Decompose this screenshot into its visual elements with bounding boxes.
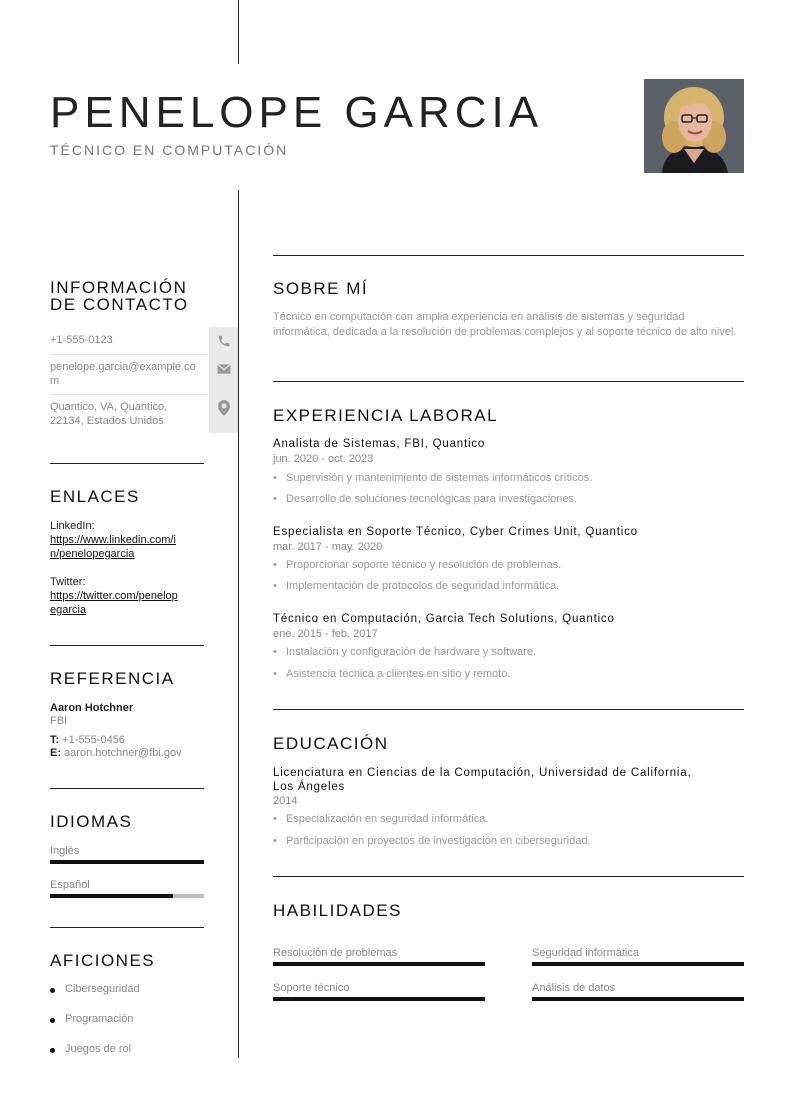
language-name: Inglés [50, 845, 80, 857]
language-bar-fill [50, 860, 204, 864]
section-divider [273, 381, 744, 382]
languages-heading: IDIOMAS [50, 812, 133, 831]
reference-email: E: aaron.hotchner@fbi.gov [50, 747, 182, 759]
email-icon [217, 362, 231, 380]
bullet-dot [50, 1048, 55, 1053]
hobby-item: Ciberseguridad [65, 983, 140, 995]
job-bullet: • Supervisión y mantenimiento de sistemas informáticos críticos. [286, 472, 592, 484]
education-bullet: • Participación en proyectos de investigación en ciberseguridad. [286, 835, 591, 847]
language-bar-fill [50, 894, 173, 898]
skill-name: Resolución de problemas [273, 947, 398, 959]
skills-heading: HABILIDADES [273, 901, 402, 920]
section-divider [273, 876, 744, 877]
phone-text[interactable]: +1-555-0123 [50, 334, 113, 346]
location-icon [218, 400, 230, 421]
hobby-item: Juegos de rol [65, 1043, 132, 1055]
job-title: Técnico en Computación, Garcia Tech Solutions, Quantico [273, 613, 615, 625]
top-divider-line [238, 0, 239, 64]
bullet-dot [50, 1018, 55, 1023]
skill-name: Seguridad informática [532, 947, 640, 959]
section-divider [273, 255, 744, 256]
contact-separator [50, 354, 208, 355]
education-heading: EDUCACIÓN [273, 734, 389, 753]
linkedin-label: LinkedIn: [50, 520, 95, 532]
section-divider [273, 709, 744, 710]
education-bullet: • Especialización en seguridad informática. [286, 813, 488, 825]
column-divider-line [238, 190, 239, 1058]
twitter-label: Twitter: [50, 576, 86, 588]
twitter-link[interactable]: https://twitter.com/penelop egarcia [50, 590, 178, 616]
hobby-item: Programación [65, 1013, 134, 1025]
reference-heading: REFERENCIA [50, 669, 175, 688]
job-bullet: • Instalación y configuración de hardware y software. [286, 646, 536, 658]
candidate-title: TÉCNICO EN COMPUTACIÓN [50, 142, 289, 158]
job-bullet: • Proporcionar soporte técnico y resolución de problemas. [286, 559, 561, 571]
section-divider [50, 463, 204, 464]
contact-heading: INFORMACIÓN DE CONTACTO [50, 278, 189, 314]
job-bullet: • Desarrollo de soluciones tecnológicas para investigaciones. [286, 493, 577, 505]
job-dates: jun. 2020 - oct. 2023 [273, 453, 374, 465]
bullet-dot [50, 988, 55, 993]
skill-bar [273, 962, 485, 966]
job-bullet: • Asistencia técnica a clientes en sitio y remoto. [286, 668, 510, 680]
reference-name: Aaron Hotchner [50, 702, 134, 714]
about-heading: SOBRE MÍ [273, 279, 369, 298]
job-title: Analista de Sistemas, FBI, Quantico [273, 438, 486, 450]
job-dates: mar. 2017 - may. 2020 [273, 541, 383, 553]
linkedin-link[interactable]: https://www.linkedin.com/i n/penelopegarcia [50, 534, 176, 560]
phone-icon [217, 334, 231, 353]
experience-heading: EXPERIENCIA LABORAL [273, 406, 499, 425]
section-divider [50, 927, 204, 928]
section-divider [50, 788, 204, 789]
language-name: Español [50, 879, 90, 891]
skill-name: Soporte técnico [273, 982, 350, 994]
about-text: Técnico en computación con amplia experiencia en análisis de sistemas y seguridad informática, dedicada a la resolución de problemas complejos y al soporte técnico de alto nivel. [273, 311, 737, 338]
contact-separator [50, 394, 208, 395]
hobbies-heading: AFICIONES [50, 951, 156, 970]
skill-bar [532, 997, 744, 1001]
education-year: 2014 [273, 795, 298, 807]
skill-bar [532, 962, 744, 966]
skill-bar [273, 997, 485, 1001]
email-text[interactable]: penelope.garcia@example.co m [50, 361, 196, 387]
job-title: Especialista en Soporte Técnico, Cyber Crimes Unit, Quantico [273, 526, 638, 538]
profile-photo [644, 79, 744, 173]
job-dates: ene. 2015 - feb. 2017 [273, 628, 378, 640]
reference-phone: T: +1-555-0456 [50, 734, 125, 746]
skill-name: Análisis de datos [532, 982, 616, 994]
job-bullet: • Implementación de protocolos de seguridad informática. [286, 580, 559, 592]
section-divider [50, 645, 204, 646]
address-text: Quantico, VA, Quantico, 22134, Estados Unidos [50, 401, 168, 427]
degree-title: Licenciatura en Ciencias de la Computación, Universidad de California, Los Ángeles [273, 767, 692, 793]
candidate-name: PENELOPE GARCIA [50, 88, 544, 137]
links-heading: ENLACES [50, 487, 140, 506]
reference-org: FBI [50, 715, 68, 727]
